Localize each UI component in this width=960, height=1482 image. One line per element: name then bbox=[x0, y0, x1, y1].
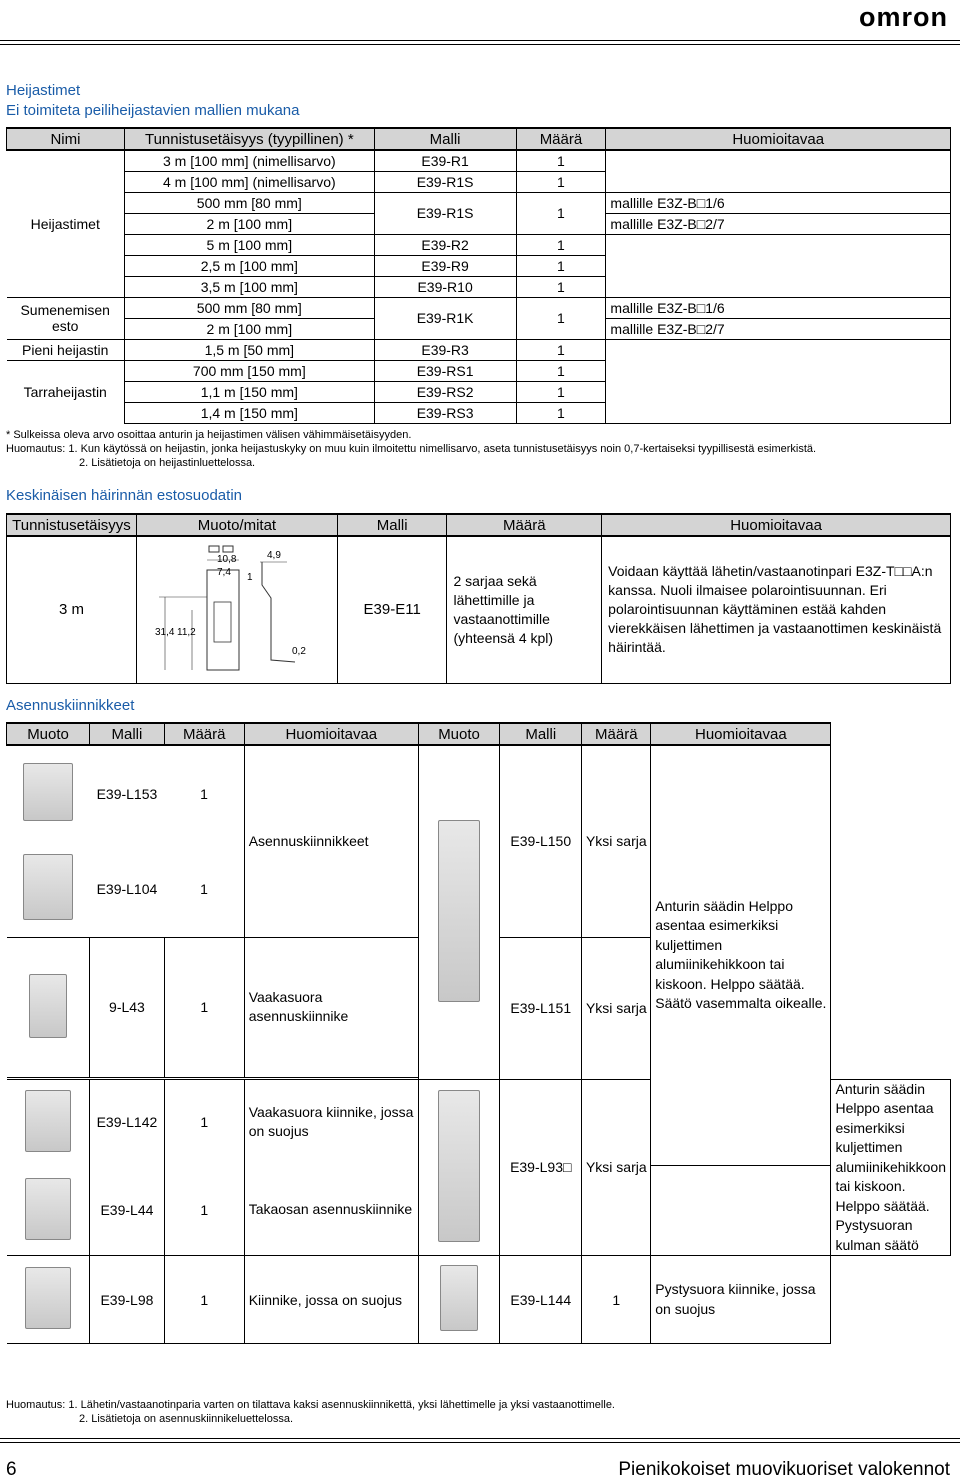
bracket-note: Takaosan asennuskiinnike bbox=[244, 1165, 418, 1255]
row-note: mallille E3Z-B□2/7 bbox=[606, 318, 951, 339]
col-model: Malli bbox=[374, 128, 516, 150]
dim-11-2: 11,2 bbox=[176, 626, 196, 638]
bracket-qty: Yksi sarja bbox=[582, 1079, 651, 1256]
filter-drawing bbox=[136, 536, 337, 683]
row-distance: 3 m [100 mm] (nimellisarvo) bbox=[124, 150, 374, 171]
bracket-model: E39-L104 bbox=[96, 880, 158, 897]
filter-qty: 2 sarjaa sekä lähettimille ja vastaanottimille (yhteensä 4 kpl) bbox=[447, 536, 602, 683]
row-model: E39-RS1 bbox=[374, 360, 516, 381]
filter-note: Voidaan käyttää lähetin/vastaanotinpari E3Z-T□□A:n kanssa. Nuoli ilmaisee polarointisuunnan. Eri polarointisuunnan käyttäminen estää kahden vierekkäisen lähettimen ja vastaanottimen keskinäistä häirintää. bbox=[602, 536, 951, 683]
row-distance: 3,5 m [100 mm] bbox=[124, 276, 374, 297]
col-model-2: Malli bbox=[500, 723, 582, 745]
footer-rule bbox=[0, 1438, 960, 1439]
row-model: E39-R1K bbox=[374, 297, 516, 339]
filter-dimension-drawing bbox=[137, 540, 337, 680]
bracket-model: E39-L142 bbox=[90, 1079, 165, 1165]
row-qty: 1 bbox=[516, 276, 606, 297]
header-rule bbox=[0, 40, 960, 41]
dim-0-2: 0,2 bbox=[291, 645, 306, 657]
photo-cell bbox=[7, 745, 90, 841]
bracket-model: 9-L43 bbox=[90, 937, 165, 1077]
row-note: mallille E3Z-B□1/6 bbox=[606, 297, 951, 318]
row-model: E39-RS2 bbox=[374, 381, 516, 402]
bracket-photo bbox=[25, 1090, 71, 1152]
header-rule-2 bbox=[0, 44, 960, 45]
bracket-photo bbox=[438, 1090, 480, 1242]
bracket-note: Vaakasuora asennuskiinnike bbox=[244, 937, 418, 1077]
col-distance: Tunnistusetäisyys bbox=[7, 514, 137, 536]
row-note: mallille E3Z-B□2/7 bbox=[606, 213, 951, 234]
bracket-qty: 1 bbox=[200, 880, 208, 897]
bracket-photo bbox=[23, 854, 73, 920]
row-distance: 4 m [100 mm] (nimellisarvo) bbox=[124, 171, 374, 192]
row-qty: 1 bbox=[516, 297, 606, 339]
bracket-qty: Yksi sarja bbox=[582, 937, 651, 1079]
col-shape-2: Muoto bbox=[418, 723, 499, 745]
row-qty: 1 bbox=[516, 150, 606, 171]
bracket-model: E39-L150 bbox=[500, 745, 582, 937]
bracket-qty: Yksi sarja bbox=[582, 745, 651, 937]
footnote-2: 2. Lisätietoja on heijastinluettelossa. bbox=[79, 457, 256, 469]
row-model: E39-RS3 bbox=[374, 402, 516, 423]
group-sumenemisen-esto: Sumenemisen esto bbox=[7, 297, 125, 339]
col-qty: Määrä bbox=[164, 723, 244, 745]
row-distance: 2 m [100 mm] bbox=[124, 318, 374, 339]
col-qty-2: Määrä bbox=[582, 723, 651, 745]
bracket-model: E39-L98 bbox=[90, 1256, 165, 1344]
bracket-model: E39-L153 bbox=[96, 785, 158, 802]
row-qty: 1 bbox=[516, 255, 606, 276]
bracket-footnote-2: 2. Lisätietoja on asennuskiinnikeluettelossa. bbox=[79, 1413, 294, 1425]
row-notes-empty bbox=[606, 339, 951, 423]
bracket-note: Anturin säädin Helppo asentaa esimerkiksi kuljettimen alumiinikehikkoon tai kiskoon. Helppo säätää. Pystysuoran kulman säätö bbox=[831, 1079, 951, 1256]
col-notes: Huomioitavaa bbox=[244, 723, 418, 745]
reflector-table bbox=[6, 127, 951, 424]
bracket-photo bbox=[29, 974, 67, 1038]
dim-31-4: 31,4 bbox=[154, 626, 175, 638]
bracket-model: E39-L144 bbox=[500, 1256, 582, 1344]
bracket-note: Asennuskiinnikkeet bbox=[244, 745, 418, 937]
filter-table bbox=[6, 513, 951, 684]
col-shape: Muoto bbox=[7, 723, 90, 745]
row-distance: 1,1 m [150 mm] bbox=[124, 381, 374, 402]
col-notes: Huomioitavaa bbox=[602, 514, 951, 536]
row-model: E39-R1S bbox=[374, 171, 516, 192]
bracket-table bbox=[6, 722, 951, 1344]
section-title-filter: Keskinäisen häirinnän estosuodatin bbox=[6, 487, 242, 504]
row-qty: 1 bbox=[516, 381, 606, 402]
bracket-model: E39-L93□ bbox=[500, 1079, 582, 1256]
bracket-qty: 1 bbox=[164, 1079, 244, 1165]
col-notes-2: Huomioitavaa bbox=[651, 723, 831, 745]
dim-1: 1 bbox=[246, 571, 253, 583]
dim-4-9: 4,9 bbox=[266, 549, 281, 561]
row-distance: 1,5 m [50 mm] bbox=[124, 339, 374, 360]
col-distance: Tunnistusetäisyys (tyypillinen) * bbox=[124, 128, 374, 150]
row-distance: 2,5 m [100 mm] bbox=[124, 255, 374, 276]
col-notes: Huomioitavaa bbox=[606, 128, 951, 150]
group-pieni-heijastin: Pieni heijastin bbox=[7, 339, 125, 360]
bracket-note: Anturin säädin Helppo asentaa esimerkiksi kuljettimen alumiinikehikkoon tai kiskoon. Helppo säätää. Säätö vasemmalta oikealle. bbox=[651, 745, 831, 1165]
row-qty: 1 bbox=[516, 234, 606, 255]
photo-cell bbox=[418, 745, 499, 1079]
bracket-note: Kiinnike, jossa on suojus bbox=[244, 1256, 418, 1344]
bracket-qty: 1 bbox=[164, 937, 244, 1077]
bracket-qty: 1 bbox=[164, 1165, 244, 1255]
photo-cell bbox=[418, 1256, 499, 1344]
footer-title: Pienikokoiset muovikuoriset valokennot bbox=[618, 1459, 950, 1480]
row-notes-empty bbox=[606, 150, 951, 192]
row-distance: 2 m [100 mm] bbox=[124, 213, 374, 234]
omron-logo: omron bbox=[859, 2, 948, 32]
bracket-qty: 1 bbox=[164, 1256, 244, 1344]
row-note: mallille E3Z-B□1/6 bbox=[606, 192, 951, 213]
dim-7-4: 7,4 bbox=[216, 566, 231, 578]
footnote-asterisk: * Sulkeissa oleva arvo osoittaa anturin ja heijastimen välisen vähimmäisetäisyyden. bbox=[6, 429, 412, 441]
page-number: 6 bbox=[6, 1459, 17, 1480]
row-qty: 1 bbox=[516, 192, 606, 234]
photo-cell bbox=[7, 841, 90, 937]
bracket-footnote-1: Huomautus: 1. Lähetin/vastaanotinparia varten on tilattava kaksi asennuskiinnikettä, yksi lähettimelle ja yksi vastaanottimelle. bbox=[6, 1399, 615, 1411]
photo-cell bbox=[7, 937, 90, 1077]
bracket-note: Vaakasuora kiinnike, jossa on suojus bbox=[244, 1079, 418, 1165]
row-model: E39-R10 bbox=[374, 276, 516, 297]
bracket-photo bbox=[23, 763, 73, 821]
row-distance: 500 mm [80 mm] bbox=[124, 297, 374, 318]
col-model: Malli bbox=[337, 514, 447, 536]
col-model: Malli bbox=[90, 723, 165, 745]
section-title-brackets: Asennuskiinnikkeet bbox=[6, 697, 135, 714]
row-qty: 1 bbox=[516, 171, 606, 192]
bracket-model: E39-L151 bbox=[500, 937, 582, 1079]
row-qty: 1 bbox=[516, 402, 606, 423]
filter-distance: 3 m bbox=[7, 536, 137, 683]
footnote-1: Huomautus: 1. Kun käytössä on heijastin, jonka heijastuskyky on muu kuin ilmoitettu nimellisarvo, aseta tunnistusetäisyys noin 0,7-kertaiseksi tyypillisestä esimerkistä. bbox=[6, 443, 817, 455]
filter-model: E39-E11 bbox=[337, 536, 447, 683]
col-name: Nimi bbox=[7, 128, 125, 150]
row-notes-empty bbox=[606, 234, 951, 297]
row-distance: 700 mm [150 mm] bbox=[124, 360, 374, 381]
row-model: E39-R3 bbox=[374, 339, 516, 360]
row-model: E39-R1S bbox=[374, 192, 516, 234]
group-heijastimet: Heijastimet bbox=[30, 215, 100, 232]
bracket-photo bbox=[25, 1267, 71, 1329]
row-distance: 5 m [100 mm] bbox=[124, 234, 374, 255]
bracket-note: Pystysuora kiinnike, jossa on suojus bbox=[651, 1256, 831, 1344]
photo-cell bbox=[7, 1256, 90, 1344]
row-qty: 1 bbox=[516, 339, 606, 360]
col-qty: Määrä bbox=[447, 514, 602, 536]
bracket-photo bbox=[25, 1178, 71, 1240]
row-model: E39-R1 bbox=[374, 150, 516, 171]
footer-rule-2 bbox=[0, 1442, 960, 1443]
group-tarraheijastin: Tarraheijastin bbox=[7, 360, 125, 423]
section-title-reflectors: Heijastimet bbox=[6, 82, 81, 99]
row-distance: 500 mm [80 mm] bbox=[124, 192, 374, 213]
row-model: E39-R9 bbox=[374, 255, 516, 276]
col-qty: Määrä bbox=[516, 128, 606, 150]
photo-cell bbox=[7, 1165, 90, 1255]
bracket-qty: 1 bbox=[582, 1256, 651, 1344]
bracket-model: E39-L44 bbox=[90, 1165, 165, 1255]
bracket-qty: 1 bbox=[200, 785, 208, 802]
photo-cell bbox=[418, 1079, 499, 1256]
bracket-photo bbox=[440, 1265, 478, 1331]
col-shape: Muoto/mitat bbox=[136, 514, 337, 536]
photo-cell bbox=[7, 1079, 90, 1165]
section-subtitle-reflectors: Ei toimiteta peiliheijastavien mallien mukana bbox=[6, 102, 300, 119]
row-qty: 1 bbox=[516, 360, 606, 381]
row-model: E39-R2 bbox=[374, 234, 516, 255]
row-distance: 1,4 m [150 mm] bbox=[124, 402, 374, 423]
bracket-photo bbox=[438, 820, 480, 1002]
dim-10-8: 10,8 bbox=[216, 553, 237, 565]
